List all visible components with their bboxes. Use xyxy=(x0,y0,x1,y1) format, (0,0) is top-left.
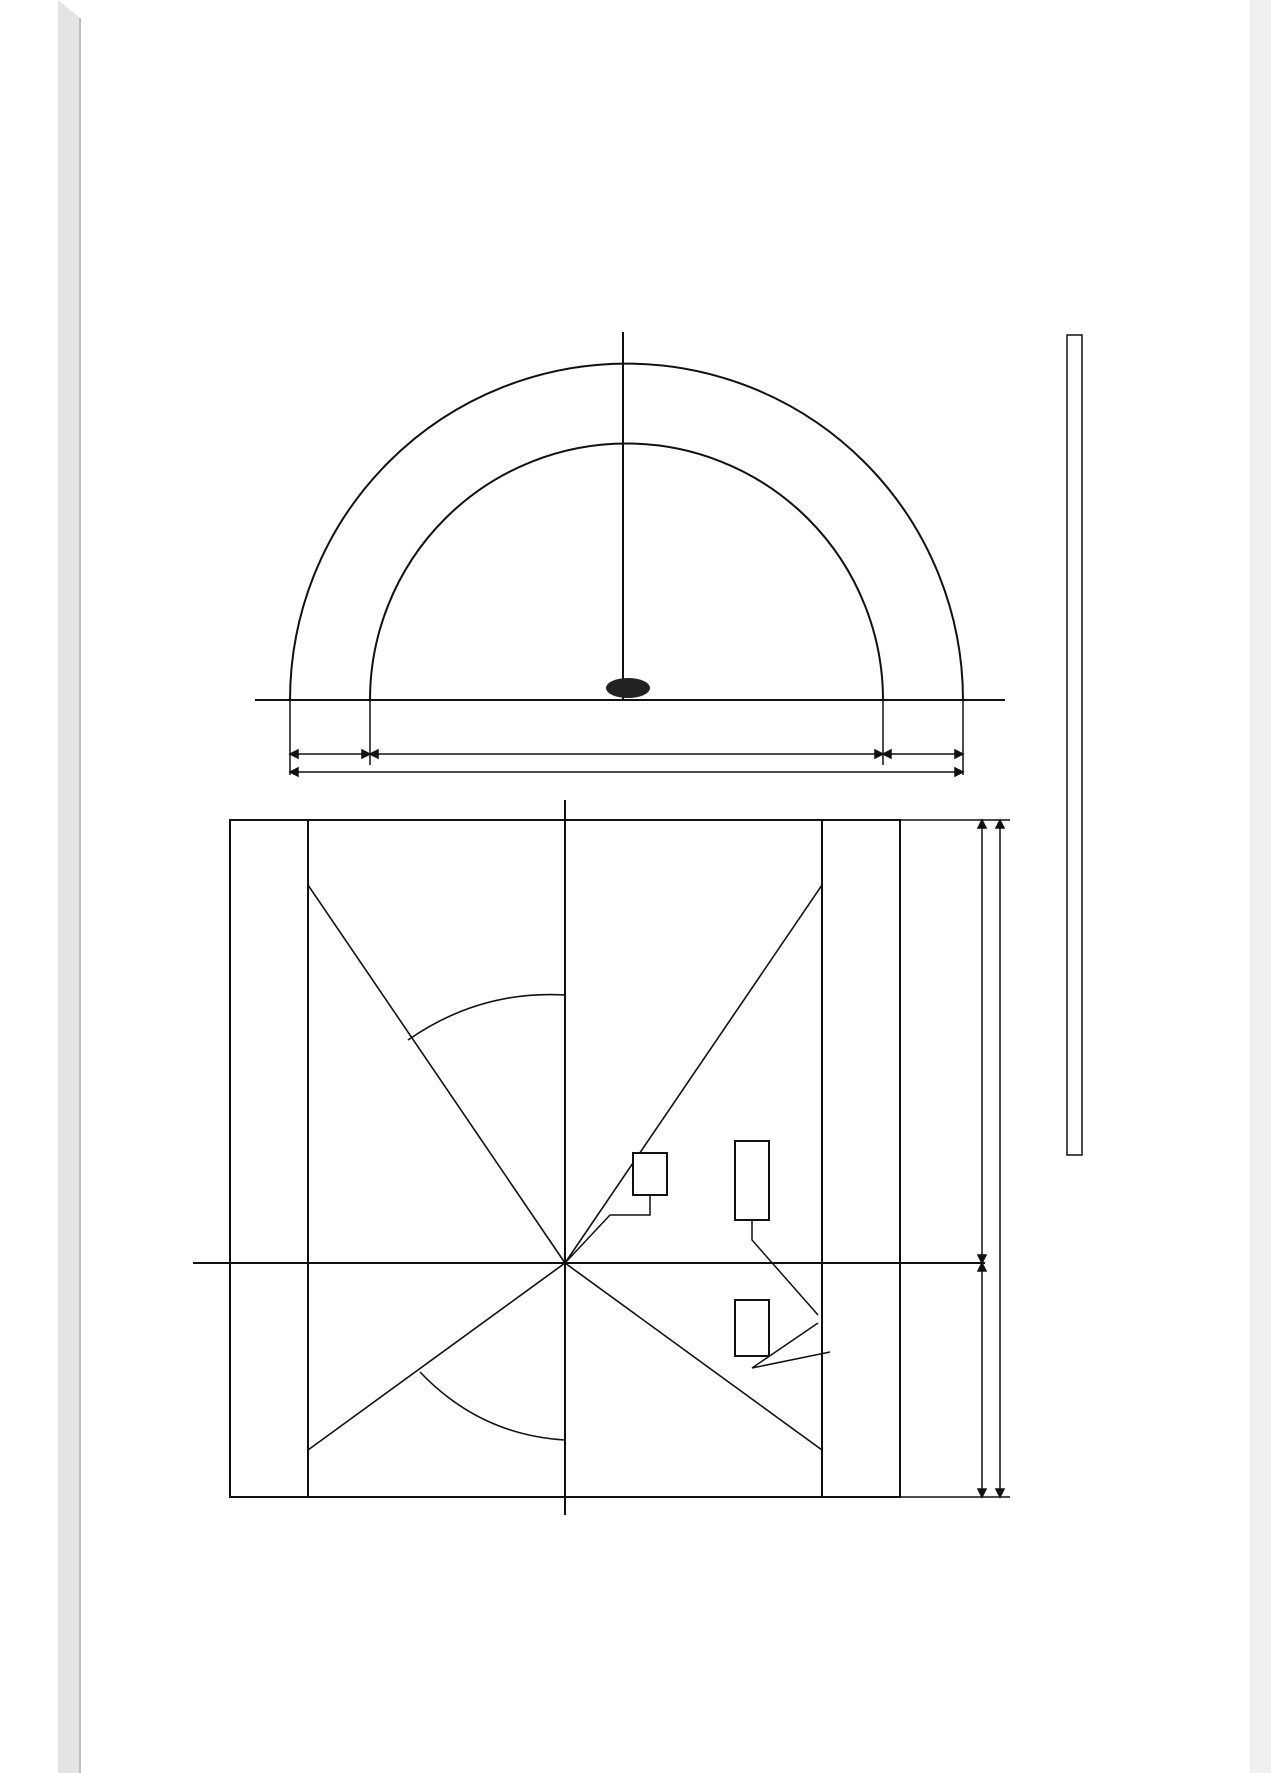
callout-leaders xyxy=(565,1195,830,1368)
side-view-dimensions xyxy=(900,820,1010,1497)
scale-bar xyxy=(1067,335,1082,1155)
end-view-dimensions xyxy=(290,700,963,776)
angle-arc-backward xyxy=(420,1372,565,1440)
outer-arc xyxy=(290,364,963,700)
angle-arc-forward xyxy=(408,995,565,1040)
end-view xyxy=(255,332,1005,700)
aerogel-label-box xyxy=(735,1141,769,1220)
pmt-label-box xyxy=(735,1300,769,1356)
beam-pipe xyxy=(606,678,650,698)
lp-label-box xyxy=(633,1153,667,1195)
side-view xyxy=(193,800,1010,1515)
inner-arc xyxy=(370,444,883,700)
